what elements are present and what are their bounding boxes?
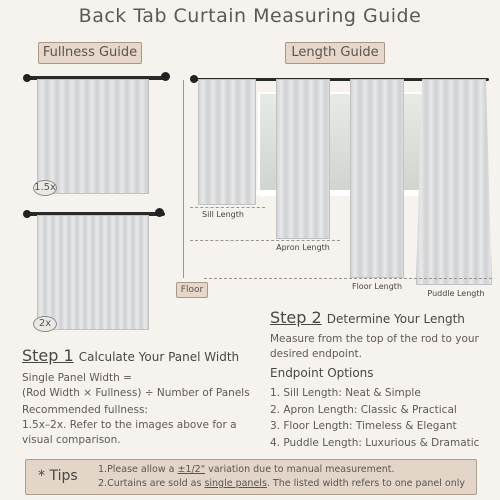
recommended-line1: Recommended fullness: bbox=[22, 404, 148, 416]
page-title: Back Tab Curtain Measuring Guide bbox=[78, 5, 422, 27]
step2-desc-line2: desired endpoint. bbox=[270, 348, 362, 360]
tips-label: * Tips bbox=[38, 468, 78, 484]
endpoint-option: 1. Sill Length: Neat & Simple bbox=[270, 387, 421, 399]
endpoint-option: 3. Floor Length: Timeless & Elegant bbox=[270, 420, 457, 432]
puddle-length-label: Puddle Length bbox=[427, 289, 485, 298]
length-guide-label: Length Guide bbox=[285, 42, 385, 64]
sill-level-line bbox=[190, 207, 265, 208]
curtain-puddle bbox=[416, 79, 492, 285]
tip-line2: 2.Curtains are sold as single panels. The listed width refers to one panel only bbox=[98, 478, 466, 489]
fullness-illustration-2x bbox=[15, 200, 180, 335]
endpoint-option: 4. Puddle Length: Luxurious & Dramatic bbox=[270, 436, 480, 449]
floor-label: Floor bbox=[176, 282, 208, 298]
length-illustration bbox=[180, 62, 495, 302]
apron-length-label: Apron Length bbox=[276, 243, 330, 252]
step1-heading bbox=[22, 346, 239, 365]
endpoint-options-heading: Endpoint Options bbox=[270, 366, 374, 380]
tips-text bbox=[98, 463, 474, 491]
step1-recommended bbox=[22, 403, 262, 448]
curtain-sill bbox=[198, 79, 256, 205]
tips-box bbox=[25, 459, 477, 495]
step1-number: Step 1 bbox=[22, 346, 74, 365]
formula-line2: (Rod Width × Fullness) ÷ Number of Panels bbox=[22, 387, 250, 399]
tip-line1: 1.Please allow a ±1/2" variation due to manual measurement. bbox=[98, 464, 395, 475]
curtain-apron bbox=[276, 79, 330, 239]
rod-finial-left bbox=[190, 75, 198, 83]
fullness-illustration-1-5x bbox=[15, 62, 180, 197]
step2-desc-line1: Measure from the top of the rod to your bbox=[270, 333, 479, 345]
recommended-line3: visual comparison. bbox=[22, 434, 121, 446]
endpoint-option: 2. Apron Length: Classic & Practical bbox=[270, 403, 457, 416]
tip-variation-value: ±1/2" bbox=[177, 464, 206, 475]
step2-description bbox=[270, 332, 495, 362]
step1-formula bbox=[22, 371, 262, 401]
vertical-guide-line bbox=[183, 80, 184, 278]
formula-line1: Single Panel Width = bbox=[22, 372, 132, 384]
step2-number: Step 2 bbox=[270, 308, 322, 327]
fullness-guide-label: Fullness Guide bbox=[38, 42, 142, 64]
curtain-floor bbox=[350, 79, 404, 278]
fullness-badge-1-5x: 1.5x bbox=[33, 180, 57, 196]
sill-length-label: Sill Length bbox=[202, 210, 244, 219]
floor-level-line bbox=[204, 278, 492, 279]
step1-title: Calculate Your Panel Width bbox=[78, 350, 240, 364]
step2-heading bbox=[270, 308, 465, 327]
fullness-badge-2x: 2x bbox=[33, 316, 57, 332]
apron-level-line bbox=[190, 240, 340, 241]
step2-title: Determine Your Length bbox=[326, 312, 465, 326]
endpoint-options-list bbox=[270, 385, 495, 451]
floor-length-label: Floor Length bbox=[351, 282, 403, 291]
tip-single-panels: single panels bbox=[204, 478, 267, 489]
recommended-line2: 1.5x–2x. Refer to the images above for a bbox=[22, 419, 237, 431]
